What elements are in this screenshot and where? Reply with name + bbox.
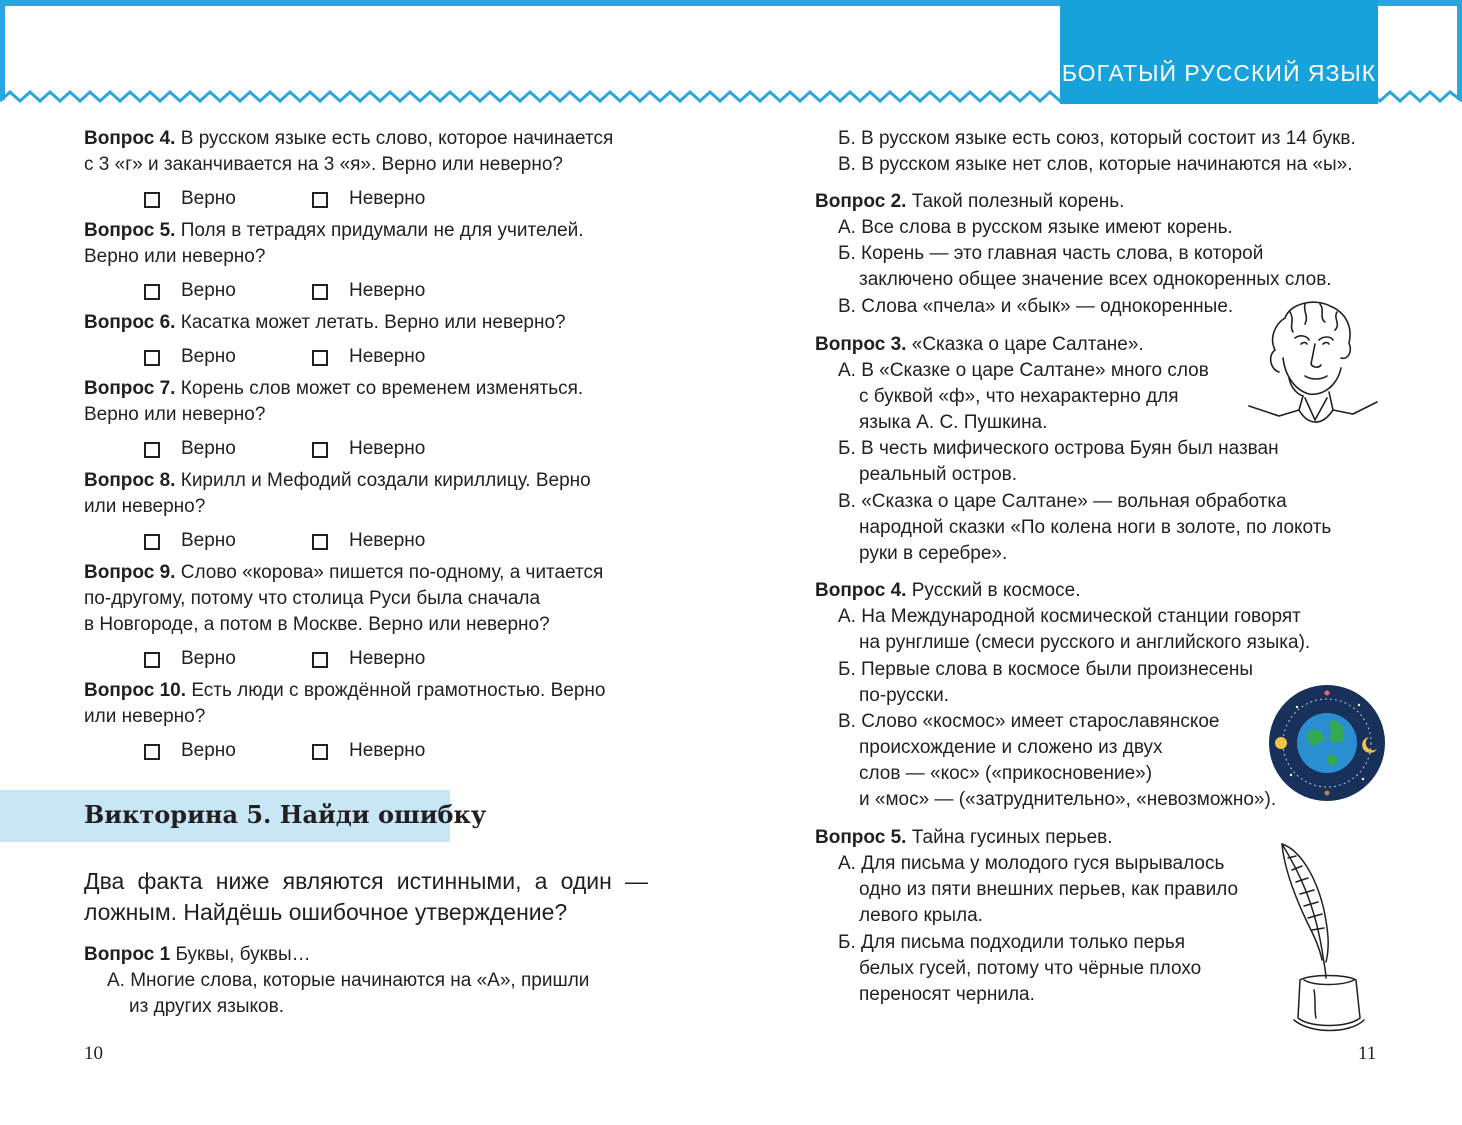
quiz-question-2: Вопрос 2. Такой полезный корень. (815, 191, 1125, 212)
question-label: Вопрос 4. (815, 580, 907, 601)
question-label: Вопрос 5. (84, 220, 176, 241)
checkbox-true[interactable] (144, 442, 160, 458)
question-label: Вопрос 5. (815, 827, 907, 848)
checkbox-true[interactable] (144, 192, 160, 208)
question-label: Вопрос 1 (84, 944, 171, 965)
option-false-label: Неверно (349, 530, 426, 551)
checkbox-true[interactable] (144, 744, 160, 760)
quiz-title: Викторина 5. Найди ошибку (84, 800, 487, 829)
answer-a-cont: из других языков. (129, 996, 284, 1017)
quiz-intro: Два факта ниже являются истинными, а один — ложным. Найдёшь ошибочное утверждение? (84, 868, 648, 925)
quiz-question-1: Вопрос 1 Буквы, буквы… (84, 944, 311, 965)
answer-a-cont: языка А. С. Пушкина. (859, 412, 1048, 433)
page-border-left (0, 0, 5, 100)
answer-b: Б. Корень — это главная часть слова, в которой (838, 243, 1264, 264)
checkbox-false[interactable] (312, 534, 328, 550)
answer-a-cont: левого крыла. (859, 905, 983, 926)
question-label: Вопрос 3. (815, 334, 907, 355)
question-8: Вопрос 8. Кирилл и Мефодий создали кириллицу. Верно или неверно? (84, 470, 591, 517)
checkbox-false[interactable] (312, 284, 328, 300)
checkbox-false[interactable] (312, 350, 328, 366)
header-title: БОГАТЫЙ РУССКИЙ ЯЗЫК (1061, 60, 1377, 86)
checkbox-true[interactable] (144, 534, 160, 550)
answer-b: Б. Для письма подходили только перья (838, 932, 1186, 953)
answer-c: В. Слово «космос» имеет старославянское (838, 711, 1220, 732)
option-true-label: Верно (181, 648, 236, 669)
option-true-label: Верно (181, 346, 236, 367)
answer-c-cont: происхождение и сложено из двух (859, 737, 1163, 758)
answer-b: Б. В русском языке есть союз, который состоит из 14 букв. (838, 128, 1356, 149)
globe-space-icon (1267, 683, 1387, 803)
answer-b: Б. Первые слова в космосе были произнесены (838, 659, 1253, 680)
answer-b-cont: белых гусей, потому что чёрные плохо (859, 958, 1202, 979)
question-label: Вопрос 6. (84, 312, 176, 333)
answer-c-cont: и «мос» — («затруднительно», «невозможно»). (859, 789, 1277, 810)
answer-c: В. В русском языке нет слов, которые начинаются на «ы». (838, 154, 1353, 175)
answer-a-cont: с буквой «ф», что нехарактерно для (859, 386, 1179, 407)
page-number-right: 11 (1358, 1043, 1377, 1064)
page-number-left: 10 (84, 1043, 103, 1064)
answer-c: В. Слова «пчела» и «бык» — однокоренные. (838, 296, 1234, 317)
quiz-question-5: Вопрос 5. Тайна гусиных перьев. (815, 827, 1113, 848)
option-true-label: Верно (181, 740, 236, 761)
checkbox-true[interactable] (144, 284, 160, 300)
quill-inkwell-icon (1270, 840, 1365, 1035)
question-9: Вопрос 9. Слово «корова» пишется по-одному, а читается по-другому, потому что столица Руси была сначала в Новгороде, а потом в Москве. Верно или неверно? (84, 562, 604, 635)
option-false-label: Неверно (349, 346, 426, 367)
checkbox-false[interactable] (312, 652, 328, 668)
option-true-label: Верно (181, 530, 236, 551)
question-10: Вопрос 10. Есть люди с врождённой грамотностью. Верно или неверно? (84, 680, 606, 727)
question-6: Вопрос 6. Касатка может летать. Верно или неверно? (84, 312, 566, 333)
answer-b-cont: по-русски. (859, 685, 950, 706)
pushkin-portrait-icon (1245, 298, 1380, 438)
checkbox-true[interactable] (144, 350, 160, 366)
answer-a: А. Для письма у молодого гуся вырывалось (838, 853, 1225, 874)
answer-c-cont: народной сказки «По колена ноги в золоте, по локоть (859, 517, 1332, 538)
answer-b: Б. В честь мифического острова Буян был назван (838, 438, 1279, 459)
option-true-label: Верно (181, 280, 236, 301)
option-false-label: Неверно (349, 740, 426, 761)
question-label: Вопрос 2. (815, 191, 907, 212)
checkbox-false[interactable] (312, 744, 328, 760)
option-false-label: Неверно (349, 438, 426, 459)
question-label: Вопрос 4. (84, 128, 176, 149)
question-4: Вопрос 4. В русском языке есть слово, которое начинается с 3 «г» и заканчивается на 3 «я». Верно или неверно? (84, 128, 614, 175)
question-5: Вопрос 5. Поля в тетрадях придумали не для учителей. Верно или неверно? (84, 220, 584, 267)
checkbox-true[interactable] (144, 652, 160, 668)
question-label: Вопрос 8. (84, 470, 176, 491)
header-tab (1060, 0, 1378, 104)
answer-c: В. «Сказка о царе Салтане» — вольная обработка (838, 491, 1287, 512)
question-label: Вопрос 10. (84, 680, 187, 701)
answer-c-cont: руки в серебре». (859, 543, 1008, 564)
page-border-right (1457, 0, 1462, 100)
quiz-question-3: Вопрос 3. «Сказка о царе Салтане». (815, 334, 1144, 355)
answer-b-cont: заключено общее значение всех однокоренных слов. (859, 269, 1332, 290)
quiz-question-4: Вопрос 4. Русский в космосе. (815, 580, 1081, 601)
answer-a-cont: одно из пяти внешних перьев, как правило (859, 879, 1239, 900)
option-false-label: Неверно (349, 280, 426, 301)
answer-a: А. Многие слова, которые начинаются на «А», пришли (107, 970, 590, 991)
option-false-label: Неверно (349, 648, 426, 669)
answer-a: А. На Международной космической станции говорят (838, 606, 1301, 627)
option-true-label: Верно (181, 188, 236, 209)
option-false-label: Неверно (349, 188, 426, 209)
answer-a-cont: на рунглише (смеси русского и английского языка). (859, 632, 1311, 653)
question-label: Вопрос 9. (84, 562, 176, 583)
question-7: Вопрос 7. Корень слов может со временем изменяться. Верно или неверно? (84, 378, 584, 425)
checkbox-false[interactable] (312, 192, 328, 208)
question-label: Вопрос 7. (84, 378, 176, 399)
answer-b-cont: реальный остров. (859, 464, 1018, 485)
option-true-label: Верно (181, 438, 236, 459)
answer-a: А. В «Сказке о царе Салтане» много слов (838, 360, 1209, 381)
answer-b-cont: переносят чернила. (859, 984, 1035, 1005)
answer-c-cont: слов — «кос» («прикосновение») (859, 763, 1153, 784)
checkbox-false[interactable] (312, 442, 328, 458)
answer-a: А. Все слова в русском языке имеют корень. (838, 217, 1233, 238)
